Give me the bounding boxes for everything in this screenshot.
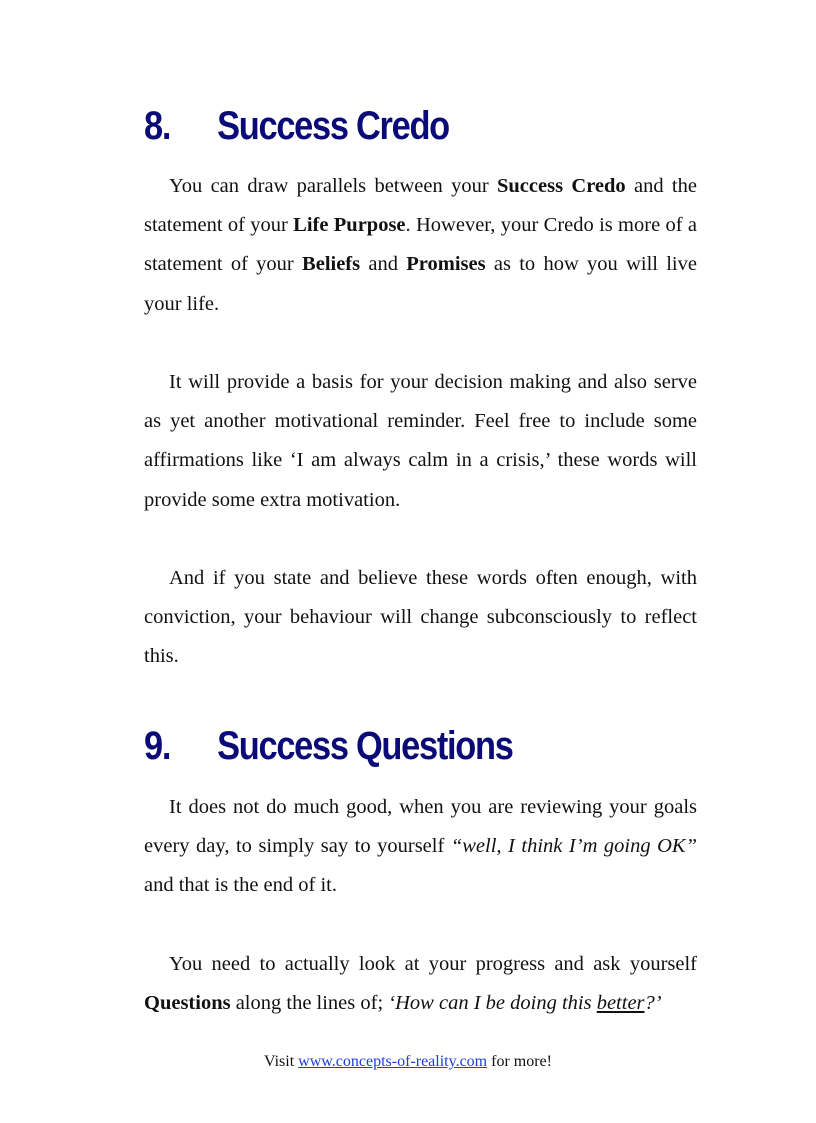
bold-term: Beliefs	[302, 253, 361, 276]
paragraph-credo-basis: It will provide a basis for your decision making and also serve as yet another motivational reminder. Feel free to include some affirmations like ‘I am always calm in a crisis,’ these words will provide some extra motivation.	[144, 371, 697, 511]
text-run: ?’	[644, 992, 662, 1015]
text-run: You can draw parallels between your	[169, 175, 497, 197]
footer-website-link[interactable]: www.concepts-of-reality.com	[298, 1053, 488, 1070]
paragraph-credo-conviction: And if you state and believe these words often enough, with conviction, your behaviour will change subconsciously to reflect this.	[144, 567, 697, 668]
text-run: ‘How can I be doing this	[388, 992, 597, 1015]
footer-suffix: for more!	[487, 1053, 552, 1070]
heading-success-credo	[144, 104, 449, 148]
italic-question	[388, 992, 661, 1014]
paragraph-questions-intro	[144, 788, 697, 906]
bold-term: Questions	[144, 992, 231, 1015]
text-run: and	[360, 253, 407, 276]
text-run: and the statement of your	[144, 175, 697, 237]
underlined-word: better	[596, 992, 645, 1015]
bold-term: Promises	[406, 253, 486, 276]
page-footer	[0, 1052, 816, 1072]
heading-number: 8.	[144, 104, 171, 148]
italic-quote: “well, I think I’m going OK”	[450, 835, 698, 858]
paragraph-credo-intro	[144, 167, 697, 324]
text-run: along the lines of;	[230, 992, 389, 1015]
heading-title: Success Credo	[217, 104, 449, 148]
text-run: and that is the end of it.	[144, 874, 337, 897]
paragraph-questions-ask	[144, 945, 697, 1023]
bold-term: Life Purpose	[293, 214, 406, 237]
footer-prefix: Visit	[264, 1053, 299, 1070]
bold-term: Success Credo	[497, 175, 626, 197]
text-run: as to how you will live your life.	[144, 253, 697, 315]
text-run: . However, your Credo is more of a statement of your	[144, 214, 697, 276]
heading-title: Success Questions	[217, 724, 513, 768]
heading-success-questions	[144, 724, 513, 768]
text-run: It does not do much good, when you are reviewing your goals every day, to simply say to yourself	[144, 796, 697, 858]
heading-number: 9.	[144, 724, 171, 768]
text-run: You need to actually look at your progress and ask yourself	[169, 953, 697, 975]
